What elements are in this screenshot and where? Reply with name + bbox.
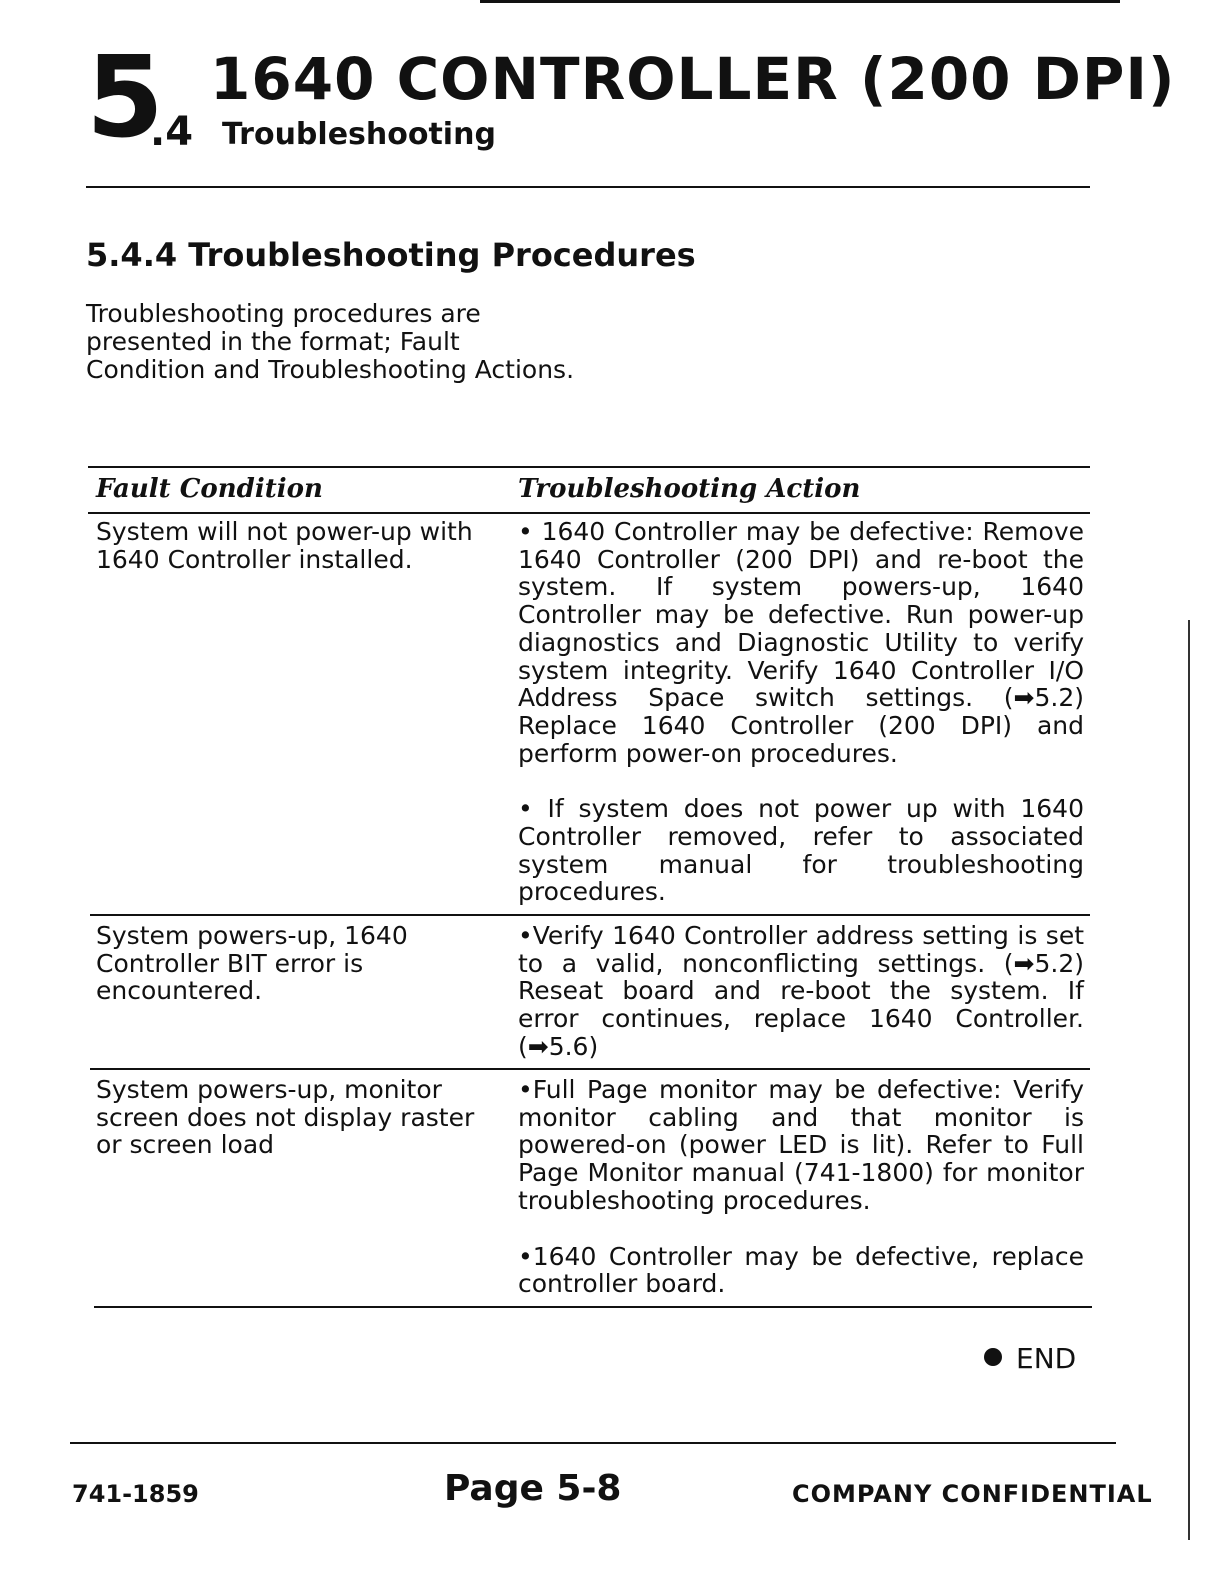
end-marker — [984, 1342, 1076, 1375]
top-rule — [480, 0, 1120, 3]
table-row-2-action-item-1: •Verify 1640 Controller address setting is set to a valid, nonconflicting settings. (➡5.2) Reseat board and re-boot the system. If error continues, replace 1640 Controller. (➡5.6) — [518, 921, 1084, 1061]
page-subtitle: Troubleshooting — [222, 117, 496, 152]
column-header-action: Troubleshooting Action — [518, 474, 861, 504]
section-heading: 5.4.4 Troubleshooting Procedures — [86, 236, 696, 274]
table-row-1-action — [518, 518, 1084, 906]
page-number: Page 5-8 — [444, 1468, 622, 1509]
table-row-rule — [90, 1068, 1090, 1070]
table-row-1-action-item-1: • 1640 Controller may be defective: Remove 1640 Controller (200 DPI) and re-boot the system. If system powers-up, 1640 Controller may be defective. Run power-up diagnostics and Diagnostic Utility to verify system integrity. Verify 1640 Controller I/O Address Space switch settings. (➡5.2) Replace 1640 Controller (200 DPI) and perform power-on procedures. — [518, 517, 1084, 768]
table-header-rule — [88, 512, 1090, 514]
table-row-3-action-item-2: •1640 Controller may be defective, replace controller board. — [518, 1241, 1084, 1299]
column-header-fault: Fault Condition — [96, 474, 323, 504]
table-row-3-action — [518, 1076, 1084, 1298]
table-top-rule — [88, 466, 1090, 468]
chapter-number: 5 — [86, 33, 162, 163]
end-bullet-icon — [984, 1348, 1002, 1366]
table-bottom-rule — [94, 1306, 1092, 1308]
section-intro: Troubleshooting procedures are presented in the format; Fault Condition and Troubleshooting Actions. — [86, 299, 575, 384]
footer-rule — [70, 1442, 1116, 1444]
confidential-label: COMPANY CONFIDENTIAL — [792, 1480, 1153, 1508]
table-row-3-fault: System powers-up, monitor screen does not display raster or screen load — [96, 1075, 475, 1160]
table-row-2-action — [518, 922, 1084, 1061]
page-title: 1640 CONTROLLER (200 DPI) — [210, 45, 1176, 113]
table-row-3-action-item-1: •Full Page monitor may be defective: Verify monitor cabling and that monitor is powered-on (power LED is lit). Refer to Full Page Monitor manual (741-1800) for monitor troubleshooting procedures. — [518, 1075, 1084, 1215]
table-row-2-fault: System powers-up, 1640 Controller BIT error is encountered. — [96, 921, 408, 1006]
section-number: .4 — [150, 109, 194, 155]
table-row-rule — [90, 914, 1090, 916]
table-row-1-action-item-2: • If system does not power up with 1640 Controller removed, refer to associated system manual for troubleshooting procedures. — [518, 794, 1084, 907]
header-divider — [86, 186, 1090, 188]
scan-edge-line — [1188, 620, 1190, 1540]
doc-number: 741-1859 — [72, 1480, 199, 1508]
end-label: END — [1016, 1342, 1077, 1375]
table-row-1-fault: System will not power-up with 1640 Controller installed. — [96, 517, 473, 574]
